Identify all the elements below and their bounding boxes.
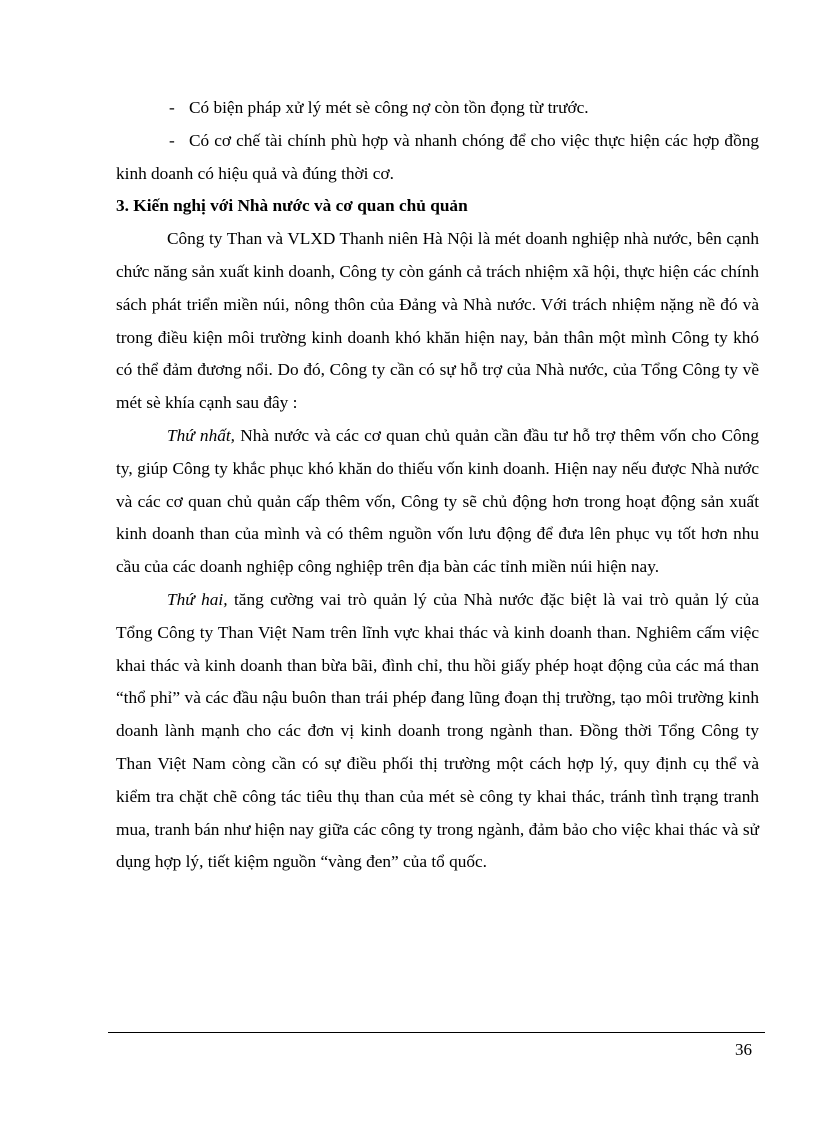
paragraph-intro: Công ty Than và VLXD Thanh niên Hà Nội là mét doanh nghiệp nhà nước, bên cạnh chức năng sản xuất kinh doanh, Công ty còn gánh cả trách nhiệm xã hội, thực hiện các chính sách phát triển miền núi, nông thôn của Đảng và Nhà nước. Với trách nhiệm nặng nề đó và trong điều kiện môi trường kinh doanh khó khăn hiện nay, bản thân một mình Công ty khó có thể đảm đương nổi. Do đó, Công ty cần có sự hỗ trợ của Nhà nước, của Tổng Công ty về mét sè khía cạnh sau đây : <box>116 229 759 413</box>
bullet-mark: - <box>169 98 175 117</box>
document-body <box>116 92 759 879</box>
section-heading: 3. Kiến nghị với Nhà nước và cơ quan chủ quản <box>116 196 468 216</box>
page-number: 36 <box>735 1040 752 1059</box>
paragraph-lead: Thứ hai, <box>167 589 228 609</box>
paragraph-text: tăng cường vai trò quản lý của Nhà nước đặc biệt là vai trò quản lý của Tổng Công ty Than Việt Nam trên lĩnh vực khai thác và kinh doanh than. Nghiêm cấm việc khai thác và kinh doanh than bừa bãi, đình chỉ, thu hồi giấy phép hoạt động của các má than “thổ phỉ” và các đầu nậu buôn than trái phép đang lũng đoạn thị trường, tạo môi trường kinh doanh lành mạnh cho các đơn vị kinh doanh trong ngành than. Đồng thời Tổng Công ty Than Việt Nam còng cần có sự điều phối thị trường một cách hợp lý, quy định cụ thể và kiểm tra chặt chẽ công tác tiêu thụ than của mét sè công ty khai thác, tránh tình trạng tranh mua, tranh bán như hiện nay giữa các công ty trong ngành, đảm bảo cho việc khai thác và sử dụng hợp lý, tiết kiệm nguồn “vàng đen” của tổ quốc. <box>116 589 759 872</box>
bullet-text: Có biện pháp xử lý mét sè công nợ còn tồn đọng từ trước. <box>189 98 589 117</box>
paragraph-lead: Thứ nhất, <box>167 425 235 445</box>
bullet-item <box>116 125 759 191</box>
paragraph-text: Nhà nước và các cơ quan chủ quản cần đầu tư hỗ trợ thêm vốn cho Công ty, giúp Công ty khắc phục khó khăn do thiếu vốn kinh doanh. Hiện nay nếu được Nhà nước và các cơ quan chủ quản cấp thêm vốn, Công ty sẽ chủ động hơn trong hoạt động sản xuất kinh doanh than của mình và có thêm nguồn vốn lưu động để đưa lên phục vụ tốt hơn nhu cầu của các doanh nghiệp công nghiệp trên địa bàn các tỉnh miền núi hiện nay. <box>116 425 759 577</box>
bullet-mark: - <box>169 130 175 150</box>
bullet-text: Có cơ chế tài chính phù hợp và nhanh chóng để cho việc thực hiện các hợp đồng kinh doanh có hiệu quả và đúng thời cơ. <box>116 130 759 183</box>
bullet-item <box>116 92 759 125</box>
footer-rule <box>108 1032 765 1033</box>
paragraph-first <box>116 420 759 584</box>
paragraph-second <box>116 584 759 879</box>
